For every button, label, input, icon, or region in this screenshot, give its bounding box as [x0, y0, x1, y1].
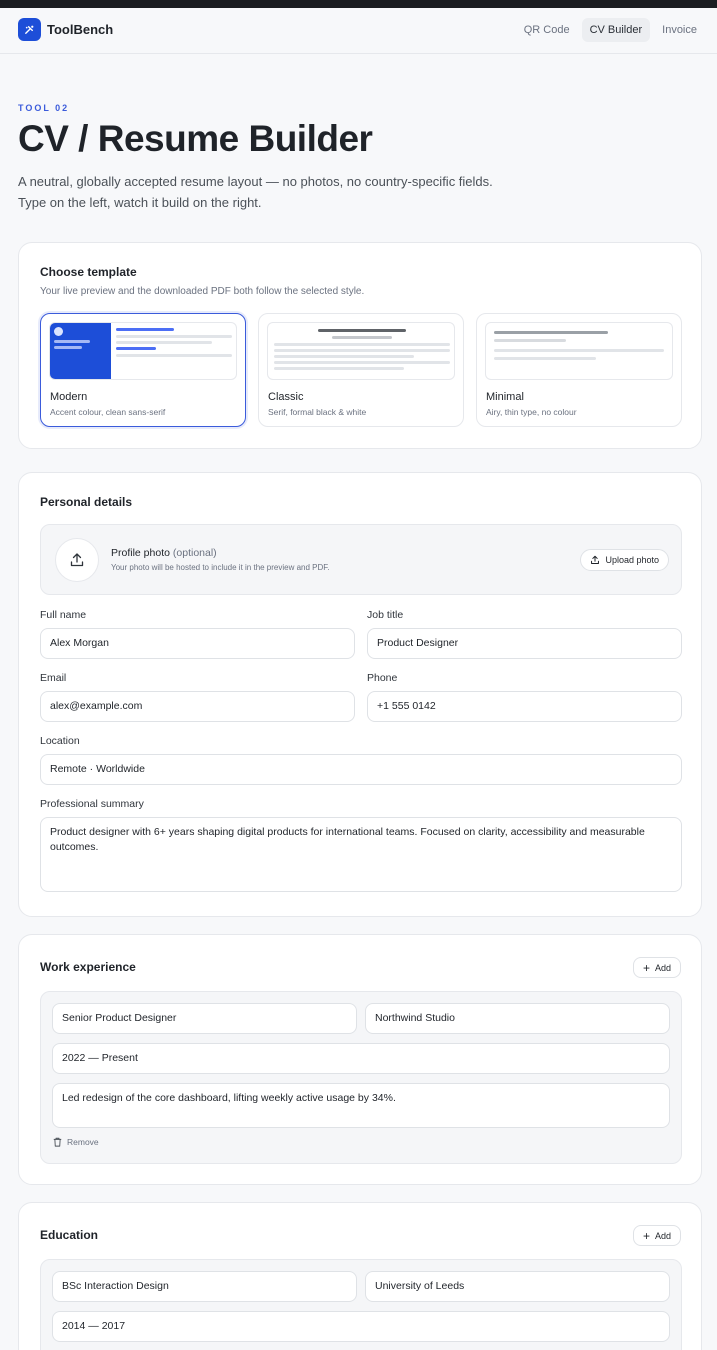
personal-section-title: Personal details: [40, 495, 133, 509]
thumb-bar: [274, 367, 404, 370]
upload-icon: [590, 555, 600, 565]
thumb-bar: [274, 361, 450, 364]
nav-link-invoice[interactable]: Invoice: [662, 24, 697, 36]
brand-name: ToolBench: [47, 22, 114, 37]
full-name-label: Full name: [40, 609, 87, 621]
add-education-label: Add: [654, 1230, 671, 1241]
work-company-input[interactable]: Northwind Studio: [365, 1003, 670, 1034]
profile-photo-title: [111, 547, 217, 559]
profile-photo-note: Your photo will be hosted to include it in the preview and PDF.: [111, 563, 330, 572]
upload-arrow-icon: [69, 552, 85, 568]
template-description: Airy, thin type, no colour: [486, 407, 577, 417]
education-school-input[interactable]: University of Leeds: [365, 1271, 670, 1302]
minimal-template-thumbnail: [485, 322, 673, 380]
location-label: Location: [40, 735, 80, 747]
thumb-bar: [54, 346, 82, 349]
thumb-bar: [116, 335, 232, 338]
template-section-description: Your live preview and the downloaded PDF both follow the selected style.: [40, 286, 365, 297]
education-period-input[interactable]: 2014 — 2017: [52, 1311, 670, 1342]
thumb-bar: [274, 343, 450, 346]
remove-work-button[interactable]: [53, 1137, 99, 1147]
email-label: Email: [40, 672, 67, 684]
email-input[interactable]: alex@example.com: [40, 691, 355, 722]
page-subtitle: A neutral, globally accepted resume layout — no photos, no country-specific fields. Type on the left, watch it build on the right.: [18, 174, 493, 210]
nav-link-qr-code[interactable]: QR Code: [523, 24, 570, 36]
template-option-modern[interactable]: [40, 313, 246, 427]
thumb-bar: [116, 347, 156, 350]
photo-placeholder[interactable]: [55, 538, 99, 582]
add-work-label: Add: [654, 962, 671, 973]
remove-label: Remove: [67, 1137, 99, 1147]
template-option-minimal[interactable]: [476, 313, 682, 427]
template-name: Classic: [268, 391, 304, 403]
thumb-bar: [494, 357, 596, 360]
education-degree-input[interactable]: BSc Interaction Design: [52, 1271, 357, 1302]
full-name-input[interactable]: Alex Morgan: [40, 628, 355, 659]
phone-label: Phone: [367, 672, 398, 684]
thumb-bar: [274, 349, 450, 352]
education-entry: [40, 1259, 682, 1350]
template-description: Serif, formal black & white: [268, 407, 367, 417]
work-experience-card: [18, 934, 702, 1185]
template-option-classic[interactable]: [258, 313, 464, 427]
upload-photo-button[interactable]: [580, 549, 669, 571]
template-name: Modern: [50, 391, 88, 403]
phone-input[interactable]: +1 555 0142: [367, 691, 682, 722]
thumb-bar: [116, 354, 232, 357]
summary-label: Professional summary: [40, 798, 144, 810]
thumb-bar: [116, 328, 174, 331]
profile-photo-box: [40, 524, 682, 595]
template-name: Minimal: [486, 391, 524, 403]
education-section-title: Education: [40, 1228, 99, 1242]
trash-icon: [53, 1137, 62, 1147]
work-entry: [40, 991, 682, 1164]
thumb-avatar: [54, 327, 63, 336]
job-title-input[interactable]: Product Designer: [367, 628, 682, 659]
add-education-button[interactable]: [633, 1225, 681, 1246]
template-description: Accent colour, clean sans-serif: [50, 407, 166, 417]
thumb-bar: [332, 336, 392, 339]
brand[interactable]: [18, 18, 113, 41]
thumb-bar: [274, 355, 414, 358]
tool-eyebrow: TOOL 02: [18, 103, 70, 113]
location-input[interactable]: Remote · Worldwide: [40, 754, 682, 785]
window-top-strip: [0, 0, 717, 8]
plus-icon: +: [642, 1228, 650, 1243]
thumb-bar: [494, 339, 566, 342]
job-title-label: Job title: [367, 609, 404, 621]
classic-template-thumbnail: [267, 322, 455, 380]
plus-icon: +: [642, 960, 650, 975]
top-navigation: [0, 8, 717, 54]
template-section-title: Choose template: [40, 265, 137, 279]
thumb-bar: [494, 349, 664, 352]
page-title: CV / Resume Builder: [18, 118, 373, 159]
thumb-bar: [494, 331, 608, 334]
template-card: [18, 242, 702, 449]
summary-textarea[interactable]: Product designer with 6+ years shaping digital products for international teams. Focused on clarity, accessibility and measurable outcomes.: [40, 817, 682, 892]
work-period-input[interactable]: 2022 — Present: [52, 1043, 670, 1074]
thumb-bar: [116, 341, 212, 344]
nav-links: [516, 18, 705, 42]
upload-photo-label: Upload photo: [605, 555, 659, 565]
optional-tag: (optional): [172, 547, 217, 559]
work-role-input[interactable]: Senior Product Designer: [52, 1003, 357, 1034]
thumb-bar: [318, 329, 406, 332]
profile-photo-label: Profile photo: [111, 547, 170, 559]
modern-template-thumbnail: [49, 322, 237, 380]
personal-details-card: [18, 472, 702, 917]
nav-link-cv-builder[interactable]: CV Builder: [582, 18, 651, 42]
toolbench-logo-icon: [18, 18, 41, 41]
work-description-textarea[interactable]: Led redesign of the core dashboard, lifting weekly active usage by 34%.: [52, 1083, 670, 1128]
thumb-bar: [54, 340, 90, 343]
work-section-title: Work experience: [40, 960, 136, 974]
education-card: [18, 1202, 702, 1350]
add-work-button[interactable]: [633, 957, 681, 978]
